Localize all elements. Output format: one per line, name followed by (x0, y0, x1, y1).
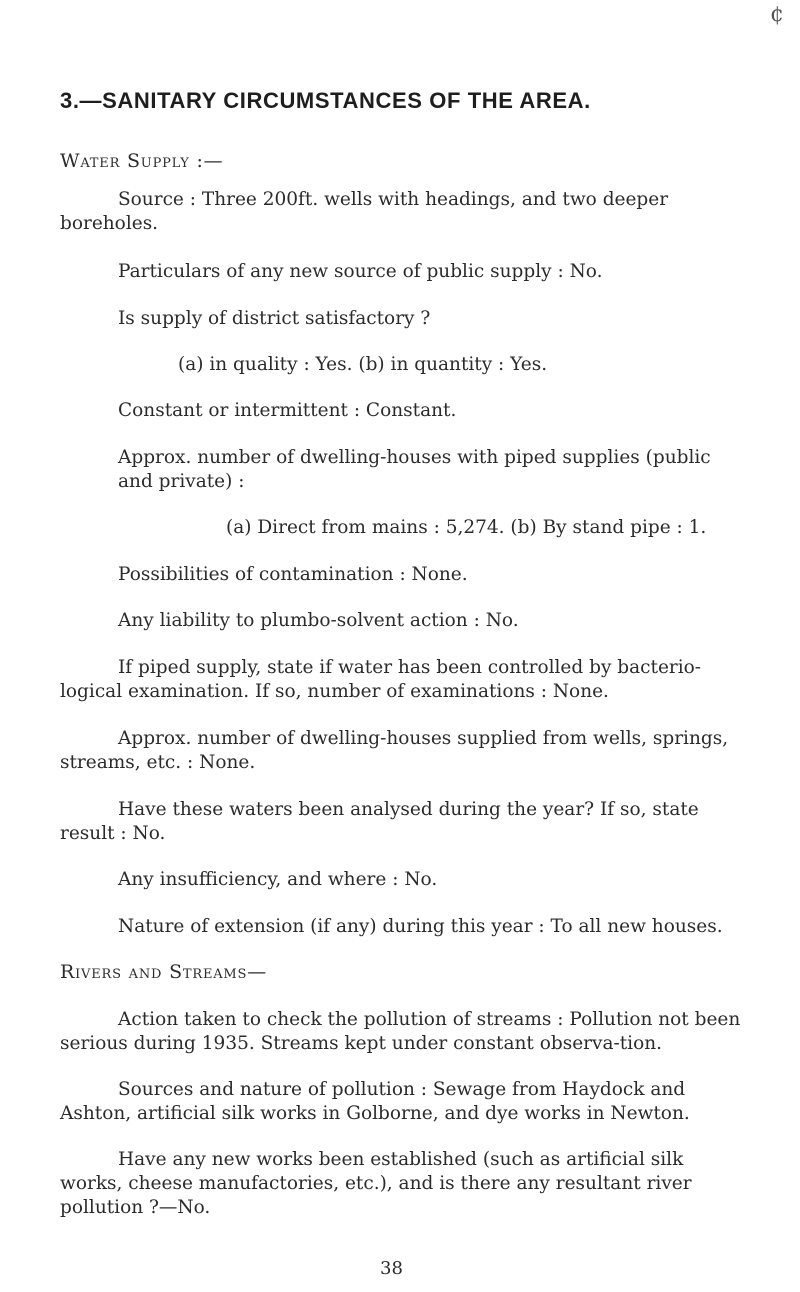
quality-quantity-line: (a) in quality : Yes. (b) in quantity : Yes. (178, 354, 548, 375)
section-heading: 3.—SANITARY CIRCUMSTANCES OF THE AREA. (60, 88, 591, 113)
water-supply-title: Water Supply :— (60, 150, 224, 172)
approx-piped-line-2: and private) : (118, 471, 245, 492)
new-works-paragraph: Have any new works been established (such as artificial silk works, cheese manufactories, etc.), and is there any resultant river pollution ?—No. (60, 1149, 692, 1218)
plumbo-solvent-paragraph: Any liability to plumbo-solvent action : No. (118, 610, 519, 631)
new-source-paragraph: Particulars of any new source of public supply : No. (118, 261, 603, 282)
analysed-paragraph: Have these waters been analysed during the year? If so, state result : No. (60, 799, 699, 844)
direct-mains-line: (a) Direct from mains : 5,274. (b) By stand pipe : 1. (226, 517, 707, 538)
page-number: 38 (380, 1258, 403, 1279)
approx-piped-line-1: Approx. number of dwelling-houses with piped supplies (public (118, 447, 711, 468)
corner-mark: ¢ (770, 2, 784, 27)
pollution-action-paragraph: Action taken to check the pollution of streams : Pollution not been serious during 1935. Streams kept under constant observa-tion. (60, 1009, 741, 1054)
extension-paragraph: Nature of extension (if any) during this year : To all new houses. (118, 916, 723, 937)
insufficiency-paragraph: Any insufficiency, and where : No. (118, 869, 438, 890)
water-source-paragraph: Source : Three 200ft. wells with headings, and two deeper boreholes. (60, 189, 669, 234)
constant-paragraph: Constant or intermittent : Constant. (118, 400, 457, 421)
bacteriological-paragraph: If piped supply, state if water has been controlled by bacterio-logical examination. If so, number of examinations : None. (60, 657, 702, 702)
satisfactory-paragraph: Is supply of district satisfactory ? (118, 308, 431, 329)
wells-paragraph: Approx. number of dwelling-houses supplied from wells, springs, streams, etc. : None. (60, 728, 729, 773)
rivers-streams-title: Rivers and Streams— (60, 961, 268, 983)
pollution-sources-paragraph: Sources and nature of pollution : Sewage from Haydock and Ashton, artificial silk works in Golborne, and dye works in Newton. (60, 1079, 690, 1124)
contamination-paragraph: Possibilities of contamination : None. (118, 564, 468, 585)
approx-piped-paragraph (118, 446, 750, 494)
